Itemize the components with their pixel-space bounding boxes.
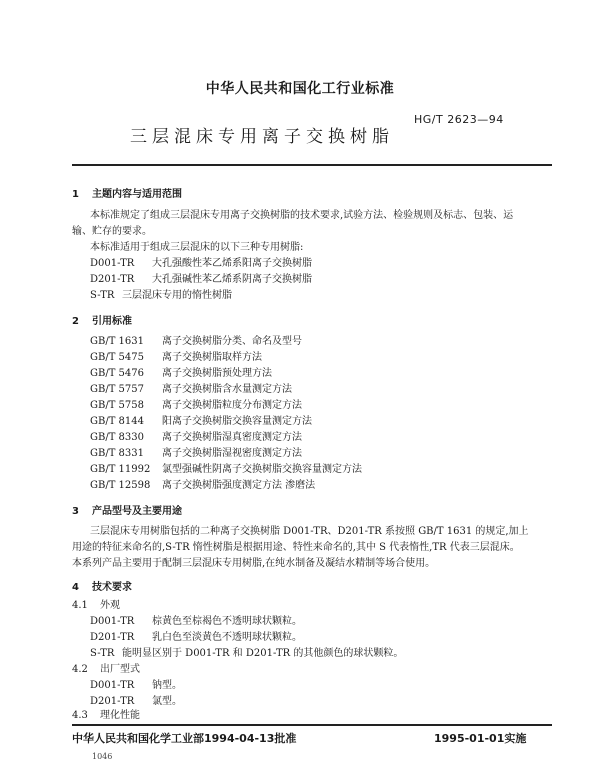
footer-divider (72, 724, 552, 726)
ref-row (90, 478, 315, 493)
item-code: S-TR (90, 290, 115, 301)
section-2-heading (72, 312, 132, 327)
s1-item (90, 256, 312, 271)
s1-para1-line2: 输、贮存的要求。 (72, 226, 152, 237)
ref-row (90, 414, 312, 429)
appearance-desc: 棕黄色至棕褐色不透明球状颗粒。 (152, 616, 302, 627)
ref-desc: 阳离子交换树脂交换容量测定方法 (162, 416, 312, 427)
appearance-desc: 能明显区别于 D001-TR 和 D201-TR 的其他颜色的球状颗粒。 (122, 648, 404, 659)
s3-line2: 用途的特征来命名的,S-TR 惰性树脂是根据用途、特性来命名的,其中 S 代表惰性,TR 代表三层混床。 (72, 542, 520, 553)
section-3-heading (72, 502, 182, 517)
standard-category: 中华人民共和国化工行业标准 (205, 81, 395, 97)
subsection-title: 出厂型式 (100, 664, 140, 675)
ref-code: GB/T 5475 (90, 352, 145, 363)
section-2-number: 2 (72, 316, 79, 327)
standard-code: HG/T 2623—94 (414, 113, 504, 126)
appearance-code: S-TR (90, 648, 115, 659)
subsection-title: 理化性能 (100, 710, 140, 721)
item-desc: 三层混床专用的惰性树脂 (122, 290, 232, 301)
ref-code: GB/T 8144 (90, 416, 145, 427)
approval-line: 中华人民共和国化学工业部1994-04-13批准 (72, 732, 297, 745)
ref-code: GB/T 12598 (90, 480, 151, 491)
form-code: D001-TR (90, 680, 135, 691)
form-row (90, 678, 182, 693)
ref-row (90, 366, 272, 381)
ref-code: GB/T 5476 (90, 368, 145, 379)
ref-row (90, 446, 302, 461)
document-title: 三层混床专用离子交换树脂 (130, 127, 394, 147)
ref-code: GB/T 5757 (90, 384, 145, 395)
header-divider (72, 164, 552, 166)
appearance-code: D001-TR (90, 616, 135, 627)
s1-item (90, 272, 312, 287)
form-code: D201-TR (90, 696, 135, 707)
ref-code: GB/T 8331 (90, 448, 145, 459)
ref-code: GB/T 1631 (90, 336, 145, 347)
section-4-title: 技术要求 (92, 582, 132, 593)
section-3-number: 3 (72, 506, 79, 517)
appearance-row (90, 646, 403, 661)
section-1-number: 1 (72, 189, 79, 200)
s3-line1: 三层混床专用树脂包括的二种离子交换树脂 D001-TR、D201-TR 系按照 GB/T 1631 的规定,加上 (90, 526, 529, 537)
ref-row (90, 430, 302, 445)
ref-row (90, 462, 362, 477)
ref-code: GB/T 11992 (90, 464, 151, 475)
ref-row (90, 382, 292, 397)
section-3-title: 产品型号及主要用途 (92, 506, 182, 517)
section-1-title: 主题内容与适用范围 (92, 189, 182, 200)
section-4-heading (72, 578, 132, 593)
ref-code: GB/T 8330 (90, 432, 145, 443)
appearance-desc: 乳白色至淡黄色不透明球状颗粒。 (152, 632, 302, 643)
item-desc: 大孔强碱性苯乙烯系阴离子交换树脂 (152, 274, 312, 285)
ref-row (90, 334, 302, 349)
item-desc: 大孔强酸性苯乙烯系阳离子交换树脂 (152, 258, 312, 269)
ref-row (90, 398, 302, 413)
ref-row (90, 350, 262, 365)
ref-desc: 离子交换树脂湿视密度测定方法 (162, 448, 302, 459)
ref-desc: 离子交换树脂分类、命名及型号 (162, 336, 302, 347)
ref-desc: 氯型强碱性阴离子交换树脂交换容量测定方法 (162, 464, 362, 475)
subsection-number: 4.2 (72, 664, 88, 675)
section-2-title: 引用标准 (92, 316, 132, 327)
subsection-number: 4.1 (72, 600, 88, 611)
item-code: D001-TR (90, 258, 135, 269)
ref-desc: 离子交换树脂取样方法 (162, 352, 262, 363)
form-desc: 氯型。 (152, 696, 182, 707)
section-4-number: 4 (72, 582, 79, 593)
ref-desc: 离子交换树脂湿真密度测定方法 (162, 432, 302, 443)
page-number: 1046 (92, 752, 113, 761)
subsection-4-1 (72, 598, 120, 613)
item-code: D201-TR (90, 274, 135, 285)
s3-line3: 本系列产品主要用于配制三层混床专用树脂,在纯水制备及凝结水精制等场合使用。 (72, 558, 436, 569)
appearance-row (90, 630, 302, 645)
subsection-title: 外观 (100, 600, 120, 611)
form-row (90, 694, 182, 709)
subsection-number: 4.3 (72, 710, 88, 721)
ref-desc: 离子交换树脂强度测定方法 渗磨法 (162, 480, 316, 491)
appearance-code: D201-TR (90, 632, 135, 643)
s1-item (90, 288, 232, 303)
appearance-row (90, 614, 302, 629)
section-1-heading (72, 185, 182, 200)
ref-desc: 离子交换树脂含水量测定方法 (162, 384, 292, 395)
form-desc: 钠型。 (152, 680, 182, 691)
ref-desc: 离子交换树脂粒度分布测定方法 (162, 400, 302, 411)
ref-code: GB/T 5758 (90, 400, 145, 411)
implementation-date: 1995-01-01实施 (434, 732, 527, 745)
subsection-4-3 (72, 708, 140, 723)
subsection-4-2 (72, 662, 140, 677)
s1-para1-line1: 本标准规定了组成三层混床专用离子交换树脂的技术要求,试验方法、检验规则及标志、包装、运 (90, 210, 514, 221)
ref-desc: 离子交换树脂预处理方法 (162, 368, 272, 379)
s1-para2: 本标准适用于组成三层混床的以下三种专用树脂: (90, 242, 304, 253)
